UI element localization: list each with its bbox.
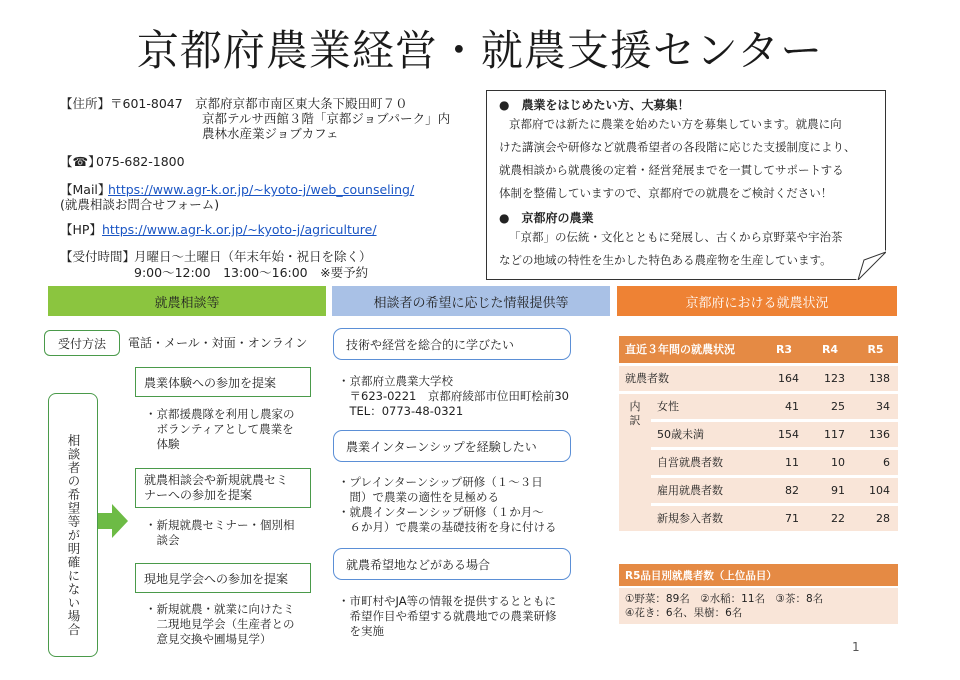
site-visit-box: 現地見学会への参加を提案: [135, 563, 311, 593]
college-name: ・京都府立農業大学校: [338, 374, 453, 388]
tel-number: 075-682-1800: [96, 154, 185, 169]
callout-heading-agriculture: ● 京都府の農業: [499, 211, 594, 225]
ranking-line-1: ①野菜：89名 ②水稲：11名 ③茶：8名: [625, 593, 824, 605]
cell-under50-r5: 136: [853, 420, 898, 448]
cell-total-r3: 164: [761, 364, 807, 392]
farm-experience-detail-3: 体験: [145, 437, 180, 451]
cell-new-entrants-r3: 71: [761, 504, 807, 532]
question-internship: 農業インターンシップを経験したい: [333, 430, 571, 462]
callout-text-3: 就農相談から就農後の定着・経営発展までを一貫してサポートする: [499, 163, 844, 177]
callout-heading-recruit: ● 農業をはじめたい方、大募集！: [499, 98, 690, 112]
seminar-title-2: ナーへの参加を提案: [144, 488, 253, 502]
farming-status-table: [619, 336, 898, 534]
cell-under50-r3: 154: [761, 420, 807, 448]
location-detail-1: ・市町村やJA等の情報を提供するとともに: [338, 594, 557, 608]
table-header-r4: R4: [807, 336, 853, 364]
site-visit-detail-2: 二現地見学会（生産者との: [145, 617, 295, 631]
cell-female-r5: 34: [853, 392, 898, 420]
row-label-female: 女性: [651, 392, 761, 420]
farm-experience-box: 農業体験への参加を提案: [135, 367, 311, 397]
seminar-title-1: 就農相談会や新規就農セミ: [144, 473, 289, 487]
table-row: [619, 476, 898, 504]
row-label-self-employed: 自営就農者数: [651, 448, 761, 476]
cell-self-employed-r4: 10: [807, 448, 853, 476]
seminar-box: [135, 468, 311, 508]
address-line3: 農林水産業ジョブカフェ: [202, 126, 339, 141]
hours-time: 9:00～12:00 13:00～16:00 ※要予約: [134, 265, 369, 280]
section-header-status: 京都府における就農状況: [617, 286, 897, 316]
hours-label: 【受付時間】: [60, 249, 136, 264]
page-fold-icon: [856, 250, 886, 280]
mail-label: 【Mail】: [60, 182, 111, 197]
table-row: [619, 420, 898, 448]
cell-employed-r4: 91: [807, 476, 853, 504]
table-header-r3: R3: [761, 336, 807, 364]
question-preferred-location: 就農希望地などがある場合: [333, 548, 571, 580]
cell-employed-r5: 104: [853, 476, 898, 504]
recruit-callout: [486, 90, 886, 280]
address-line1: 〒601-8047 京都府京都市南区東大条下殿田町７０: [110, 96, 408, 111]
ranking-body: [619, 588, 898, 624]
internship-detail-3: ・就農インターンシップ研修（１か月～: [338, 505, 544, 519]
college-tel: TEL：0773-48-0321: [338, 404, 464, 418]
reception-method-label: 受付方法: [44, 330, 120, 356]
ranking-line-2: ④花き：6名、果樹：6名: [625, 607, 743, 619]
question-comprehensive-learning: 技術や経営を総合的に学びたい: [333, 328, 571, 360]
location-detail-2: 希望作目や希望する就農地での農業研修: [338, 609, 557, 623]
site-visit-detail-1: ・新規就農・就業に向けたミ: [145, 602, 295, 616]
row-label-under50: 50歳未満: [651, 420, 761, 448]
cell-female-r3: 41: [761, 392, 807, 420]
site-visit-detail-3: 意見交換や圃場見学）: [145, 632, 272, 646]
cell-total-r5: 138: [853, 364, 898, 392]
table-row: [619, 364, 898, 392]
callout-text-2: けた講演会や研修など就農希望者の各段階に応じた支援制度により、: [499, 140, 856, 154]
section-header-information: 相談者の希望に応じた情報提供等: [332, 286, 610, 316]
seminar-detail-1: ・新規就農セミナー・個別相: [145, 518, 295, 532]
table-row: [619, 504, 898, 532]
address-line2: 京都テルサ西館３階「京都ジョブパーク」内: [202, 111, 451, 126]
page-title: 京都府農業経営・就農支援センター: [136, 26, 824, 75]
ranking-title: R5品目別就農者数（上位品目）: [619, 564, 898, 586]
arrow-right-icon: [98, 504, 128, 538]
cell-self-employed-r3: 11: [761, 448, 807, 476]
seminar-detail-2: 談会: [145, 533, 180, 547]
cell-total-r4: 123: [807, 364, 853, 392]
breakdown-label: [619, 392, 651, 532]
table-header-r5: R5: [853, 336, 898, 364]
tel-label: 【☎】: [60, 154, 101, 169]
callout-text-4: 体制を整備していますので、京都府での就農をご検討ください！: [499, 186, 833, 200]
cell-under50-r4: 117: [807, 420, 853, 448]
page-number: 1: [852, 640, 860, 654]
internship-detail-4: ６か月）で農業の基礎技術を身に付ける: [338, 520, 557, 534]
location-detail-3: を実施: [338, 624, 384, 638]
row-label-employed: 雇用就農者数: [651, 476, 761, 504]
cell-employed-r3: 82: [761, 476, 807, 504]
hours-days: 月曜日～土曜日（年末年始・祝日を除く）: [134, 249, 372, 264]
cell-self-employed-r5: 6: [853, 448, 898, 476]
college-address: 〒623-0221 京都府綾部市位田町桧前30: [338, 389, 569, 403]
callout-text-1: 京都府では新たに農業を始めたい方を募集しています。就農に向: [509, 117, 842, 131]
row-label-new-entrants: 新規参入者数: [651, 504, 761, 532]
callout-text-5: 「京都」の伝統・文化とともに発展し、古くから京野菜や宇治茶: [509, 230, 843, 244]
mail-link[interactable]: https://www.agr-k.or.jp/~kyoto-j/web_counseling/: [108, 182, 415, 197]
cell-new-entrants-r5: 28: [853, 504, 898, 532]
mail-note: (就農相談お問合せフォーム): [60, 197, 220, 212]
row-label-total: 就農者数: [619, 364, 761, 392]
internship-detail-2: 間）で農業の適性を見極める: [338, 490, 499, 504]
address-label: 【住所】: [60, 96, 111, 111]
callout-text-6: などの地域の特性を生かした特色ある農産物を生産しています。: [499, 253, 832, 267]
reception-method-value: 電話・メール・対面・オンライン: [128, 336, 308, 350]
table-header-title: 直近３年間の就農状況: [619, 336, 761, 364]
table-row: [619, 448, 898, 476]
internship-detail-1: ・プレインターンシップ研修（１～３日: [338, 475, 543, 489]
hp-label: 【HP】: [60, 222, 102, 237]
unclear-wishes-label: 相談者の希望等が明確にない場合: [66, 434, 81, 637]
cell-new-entrants-r4: 22: [807, 504, 853, 532]
section-header-consultation: 就農相談等: [48, 286, 326, 316]
farm-experience-detail-1: ・京都援農隊を利用し農家の: [145, 407, 295, 421]
breakdown-label-text: 内訳: [629, 399, 641, 427]
table-row: [619, 392, 898, 420]
farm-experience-detail-2: ボランティアとして農業を: [145, 422, 294, 436]
unclear-wishes-box: [48, 393, 98, 657]
cell-female-r4: 25: [807, 392, 853, 420]
hp-link[interactable]: https://www.agr-k.or.jp/~kyoto-j/agriculture/: [102, 222, 377, 237]
